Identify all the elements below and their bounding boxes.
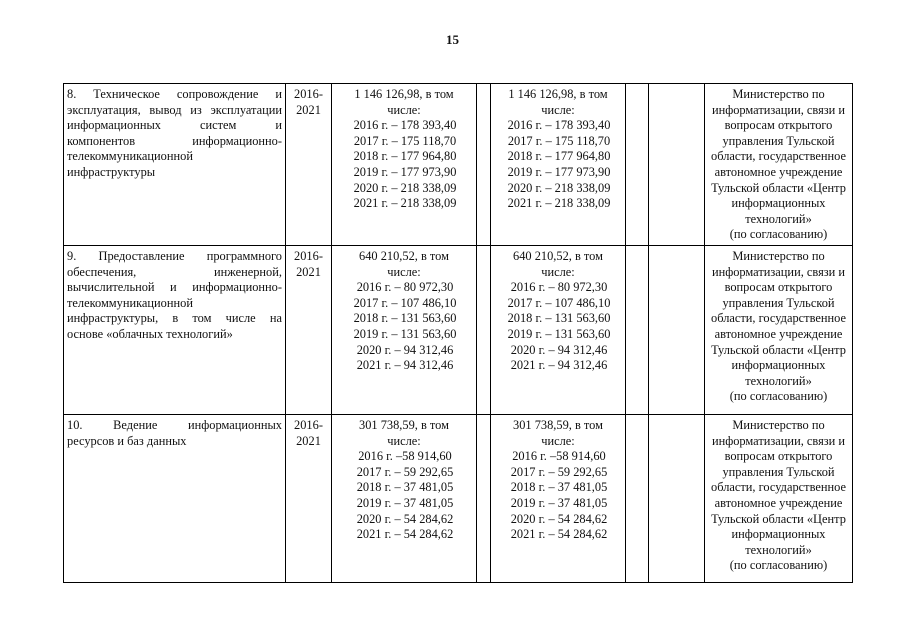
empty-cell bbox=[626, 415, 649, 583]
funding-year-line: 2016 г. – 80 972,30 bbox=[510, 280, 608, 295]
measure-name-line: 8. Техническое сопровождение и bbox=[67, 87, 282, 101]
measure-name-cell bbox=[64, 415, 286, 583]
funding-sub-label: числе: bbox=[541, 264, 575, 279]
responsible-line: (по согласованию) bbox=[729, 227, 828, 242]
funding-total-cell bbox=[332, 246, 477, 415]
responsible-line: информационных bbox=[731, 196, 826, 211]
funding-year-line: 2016 г. –58 914,60 bbox=[512, 449, 606, 464]
funding-year-line: 2017 г. – 107 486,10 bbox=[353, 295, 457, 310]
funding-year-line: 2021 г. – 218 338,09 bbox=[507, 196, 611, 211]
responsible-line: информатизации, связи и bbox=[711, 102, 846, 117]
funding-sub-label: числе: bbox=[387, 264, 421, 279]
funding-year-line: 2019 г. – 177 973,90 bbox=[507, 164, 611, 179]
funding-year-line: 2021 г. – 54 284,62 bbox=[510, 527, 608, 542]
funding-total-cell bbox=[332, 415, 477, 583]
table-row bbox=[64, 246, 853, 415]
funding-year-line: 2020 г. – 218 338,09 bbox=[353, 180, 457, 195]
term-line: 2016- bbox=[294, 418, 323, 432]
page-number: 15 bbox=[446, 32, 459, 47]
responsible-line: автономное учреждение bbox=[714, 326, 843, 341]
responsible-line: информационных bbox=[731, 527, 826, 542]
responsible-cell bbox=[705, 84, 853, 246]
funding-year-line: 2019 г. – 131 563,60 bbox=[353, 326, 457, 341]
funding-sub-label: числе: bbox=[387, 102, 421, 117]
responsible-line: области, государственное bbox=[711, 480, 846, 495]
empty-cell bbox=[649, 246, 705, 415]
responsible-line: автономное учреждение bbox=[714, 495, 843, 510]
empty-cell bbox=[649, 415, 705, 583]
responsible-line: Министерство по bbox=[732, 87, 825, 101]
funding-total: 1 146 126,98, в том bbox=[354, 87, 454, 101]
responsible-line: технологий» bbox=[745, 542, 812, 557]
term-cell bbox=[286, 415, 332, 583]
funding-year-line: 2017 г. – 175 118,70 bbox=[353, 133, 457, 148]
funding-total: 640 210,52, в том bbox=[513, 249, 603, 263]
funding-year-line: 2016 г. – 80 972,30 bbox=[356, 280, 454, 295]
measure-name-line: вычислительной и информационно- bbox=[67, 280, 282, 295]
funding-year-line: 2020 г. – 54 284,62 bbox=[356, 511, 454, 526]
funding-year-line: 2019 г. – 37 481,05 bbox=[356, 495, 454, 510]
funding-year-line: 2021 г. – 54 284,62 bbox=[356, 527, 454, 542]
funding-budget-cell bbox=[491, 415, 626, 583]
measure-name-line: основе «облачных технологий» bbox=[67, 326, 233, 341]
funding-year-line: 2020 г. – 94 312,46 bbox=[510, 342, 608, 357]
funding-year-line: 2017 г. – 59 292,65 bbox=[356, 464, 454, 479]
measure-name-line: обеспечения, инженерной, bbox=[67, 264, 282, 279]
funding-year-line: 2021 г. – 94 312,46 bbox=[356, 358, 454, 373]
funding-total: 301 738,59, в том bbox=[359, 418, 449, 432]
term-line: 2021 bbox=[296, 102, 321, 117]
responsible-line: управления Тульской bbox=[722, 295, 835, 310]
measure-name-line: компонентов информационно- bbox=[67, 133, 282, 148]
measure-name-line: инфраструктуры, в том числе на bbox=[67, 311, 282, 326]
funding-budget-cell bbox=[491, 84, 626, 246]
term-line: 2016- bbox=[294, 87, 323, 101]
empty-cell bbox=[626, 246, 649, 415]
measure-name-line: инфраструктуры bbox=[67, 164, 156, 179]
funding-year-line: 2018 г. – 37 481,05 bbox=[510, 480, 608, 495]
funding-sub-label: числе: bbox=[541, 102, 575, 117]
empty-cell bbox=[626, 84, 649, 246]
funding-year-line: 2018 г. – 131 563,60 bbox=[507, 311, 611, 326]
responsible-line: управления Тульской bbox=[722, 133, 835, 148]
funding-year-line: 2016 г. – 178 393,40 bbox=[353, 118, 457, 133]
measure-name-line: телекоммуникационной bbox=[67, 149, 193, 164]
responsible-line: области, государственное bbox=[711, 311, 846, 326]
responsible-line: Министерство по bbox=[732, 418, 825, 432]
measure-name-cell bbox=[64, 246, 286, 415]
measures-table-body bbox=[64, 84, 853, 583]
funding-sub-label: числе: bbox=[541, 433, 575, 448]
funding-year-line: 2018 г. – 37 481,05 bbox=[356, 480, 454, 495]
funding-year-line: 2016 г. –58 914,60 bbox=[358, 449, 452, 464]
measure-name-line: 9. Предоставление программного bbox=[67, 249, 282, 263]
responsible-line: вопросам открытого bbox=[724, 118, 833, 133]
funding-total: 1 146 126,98, в том bbox=[508, 87, 608, 101]
term-line: 2021 bbox=[296, 264, 321, 279]
empty-cell bbox=[477, 246, 491, 415]
responsible-line: информационных bbox=[731, 358, 826, 373]
funding-total-cell bbox=[332, 84, 477, 246]
funding-year-line: 2017 г. – 107 486,10 bbox=[507, 295, 611, 310]
empty-cell bbox=[477, 84, 491, 246]
funding-year-line: 2021 г. – 94 312,46 bbox=[510, 358, 608, 373]
funding-year-line: 2019 г. – 177 973,90 bbox=[353, 164, 457, 179]
responsible-line: Тульской области «Центр bbox=[711, 180, 846, 195]
table-row bbox=[64, 415, 853, 583]
measure-name-line: 10. Ведение информационных bbox=[67, 418, 282, 432]
funding-year-line: 2018 г. – 131 563,60 bbox=[353, 311, 457, 326]
funding-year-line: 2020 г. – 218 338,09 bbox=[507, 180, 611, 195]
responsible-cell bbox=[705, 246, 853, 415]
responsible-line: технологий» bbox=[745, 373, 812, 388]
measure-name-line: телекоммуникационной bbox=[67, 295, 193, 310]
funding-budget-cell bbox=[491, 246, 626, 415]
responsible-line: технологий» bbox=[745, 211, 812, 226]
term-cell bbox=[286, 246, 332, 415]
responsible-line: автономное учреждение bbox=[714, 164, 843, 179]
term-line: 2016- bbox=[294, 249, 323, 263]
funding-sub-label: числе: bbox=[387, 433, 421, 448]
responsible-line: вопросам открытого bbox=[724, 449, 833, 464]
measure-name-line: ресурсов и баз данных bbox=[67, 433, 187, 448]
responsible-line: Тульской области «Центр bbox=[711, 342, 846, 357]
empty-cell bbox=[649, 84, 705, 246]
measure-name-cell bbox=[64, 84, 286, 246]
funding-year-line: 2017 г. – 175 118,70 bbox=[507, 133, 611, 148]
funding-year-line: 2019 г. – 131 563,60 bbox=[507, 326, 611, 341]
measures-table bbox=[63, 83, 853, 583]
responsible-line: Министерство по bbox=[732, 249, 825, 263]
funding-year-line: 2017 г. – 59 292,65 bbox=[510, 464, 608, 479]
funding-total: 301 738,59, в том bbox=[513, 418, 603, 432]
responsible-line: области, государственное bbox=[711, 149, 846, 164]
funding-total: 640 210,52, в том bbox=[359, 249, 449, 263]
responsible-line: информатизации, связи и bbox=[711, 433, 846, 448]
funding-year-line: 2018 г. – 177 964,80 bbox=[507, 149, 611, 164]
funding-year-line: 2016 г. – 178 393,40 bbox=[507, 118, 611, 133]
responsible-line: (по согласованию) bbox=[729, 558, 828, 573]
measure-name-line: эксплуатация, вывод из эксплуатации bbox=[67, 102, 282, 117]
funding-year-line: 2020 г. – 54 284,62 bbox=[510, 511, 608, 526]
measure-name-line: информационных систем и bbox=[67, 118, 282, 133]
responsible-line: информатизации, связи и bbox=[711, 264, 846, 279]
responsible-line: Тульской области «Центр bbox=[711, 511, 846, 526]
funding-year-line: 2021 г. – 218 338,09 bbox=[353, 196, 457, 211]
term-line: 2021 bbox=[296, 433, 321, 448]
table-row bbox=[64, 84, 853, 246]
funding-year-line: 2018 г. – 177 964,80 bbox=[353, 149, 457, 164]
responsible-line: (по согласованию) bbox=[729, 389, 828, 404]
responsible-line: вопросам открытого bbox=[724, 280, 833, 295]
responsible-line: управления Тульской bbox=[722, 464, 835, 479]
empty-cell bbox=[477, 415, 491, 583]
responsible-cell bbox=[705, 415, 853, 583]
funding-year-line: 2020 г. – 94 312,46 bbox=[356, 342, 454, 357]
funding-year-line: 2019 г. – 37 481,05 bbox=[510, 495, 608, 510]
term-cell bbox=[286, 84, 332, 246]
